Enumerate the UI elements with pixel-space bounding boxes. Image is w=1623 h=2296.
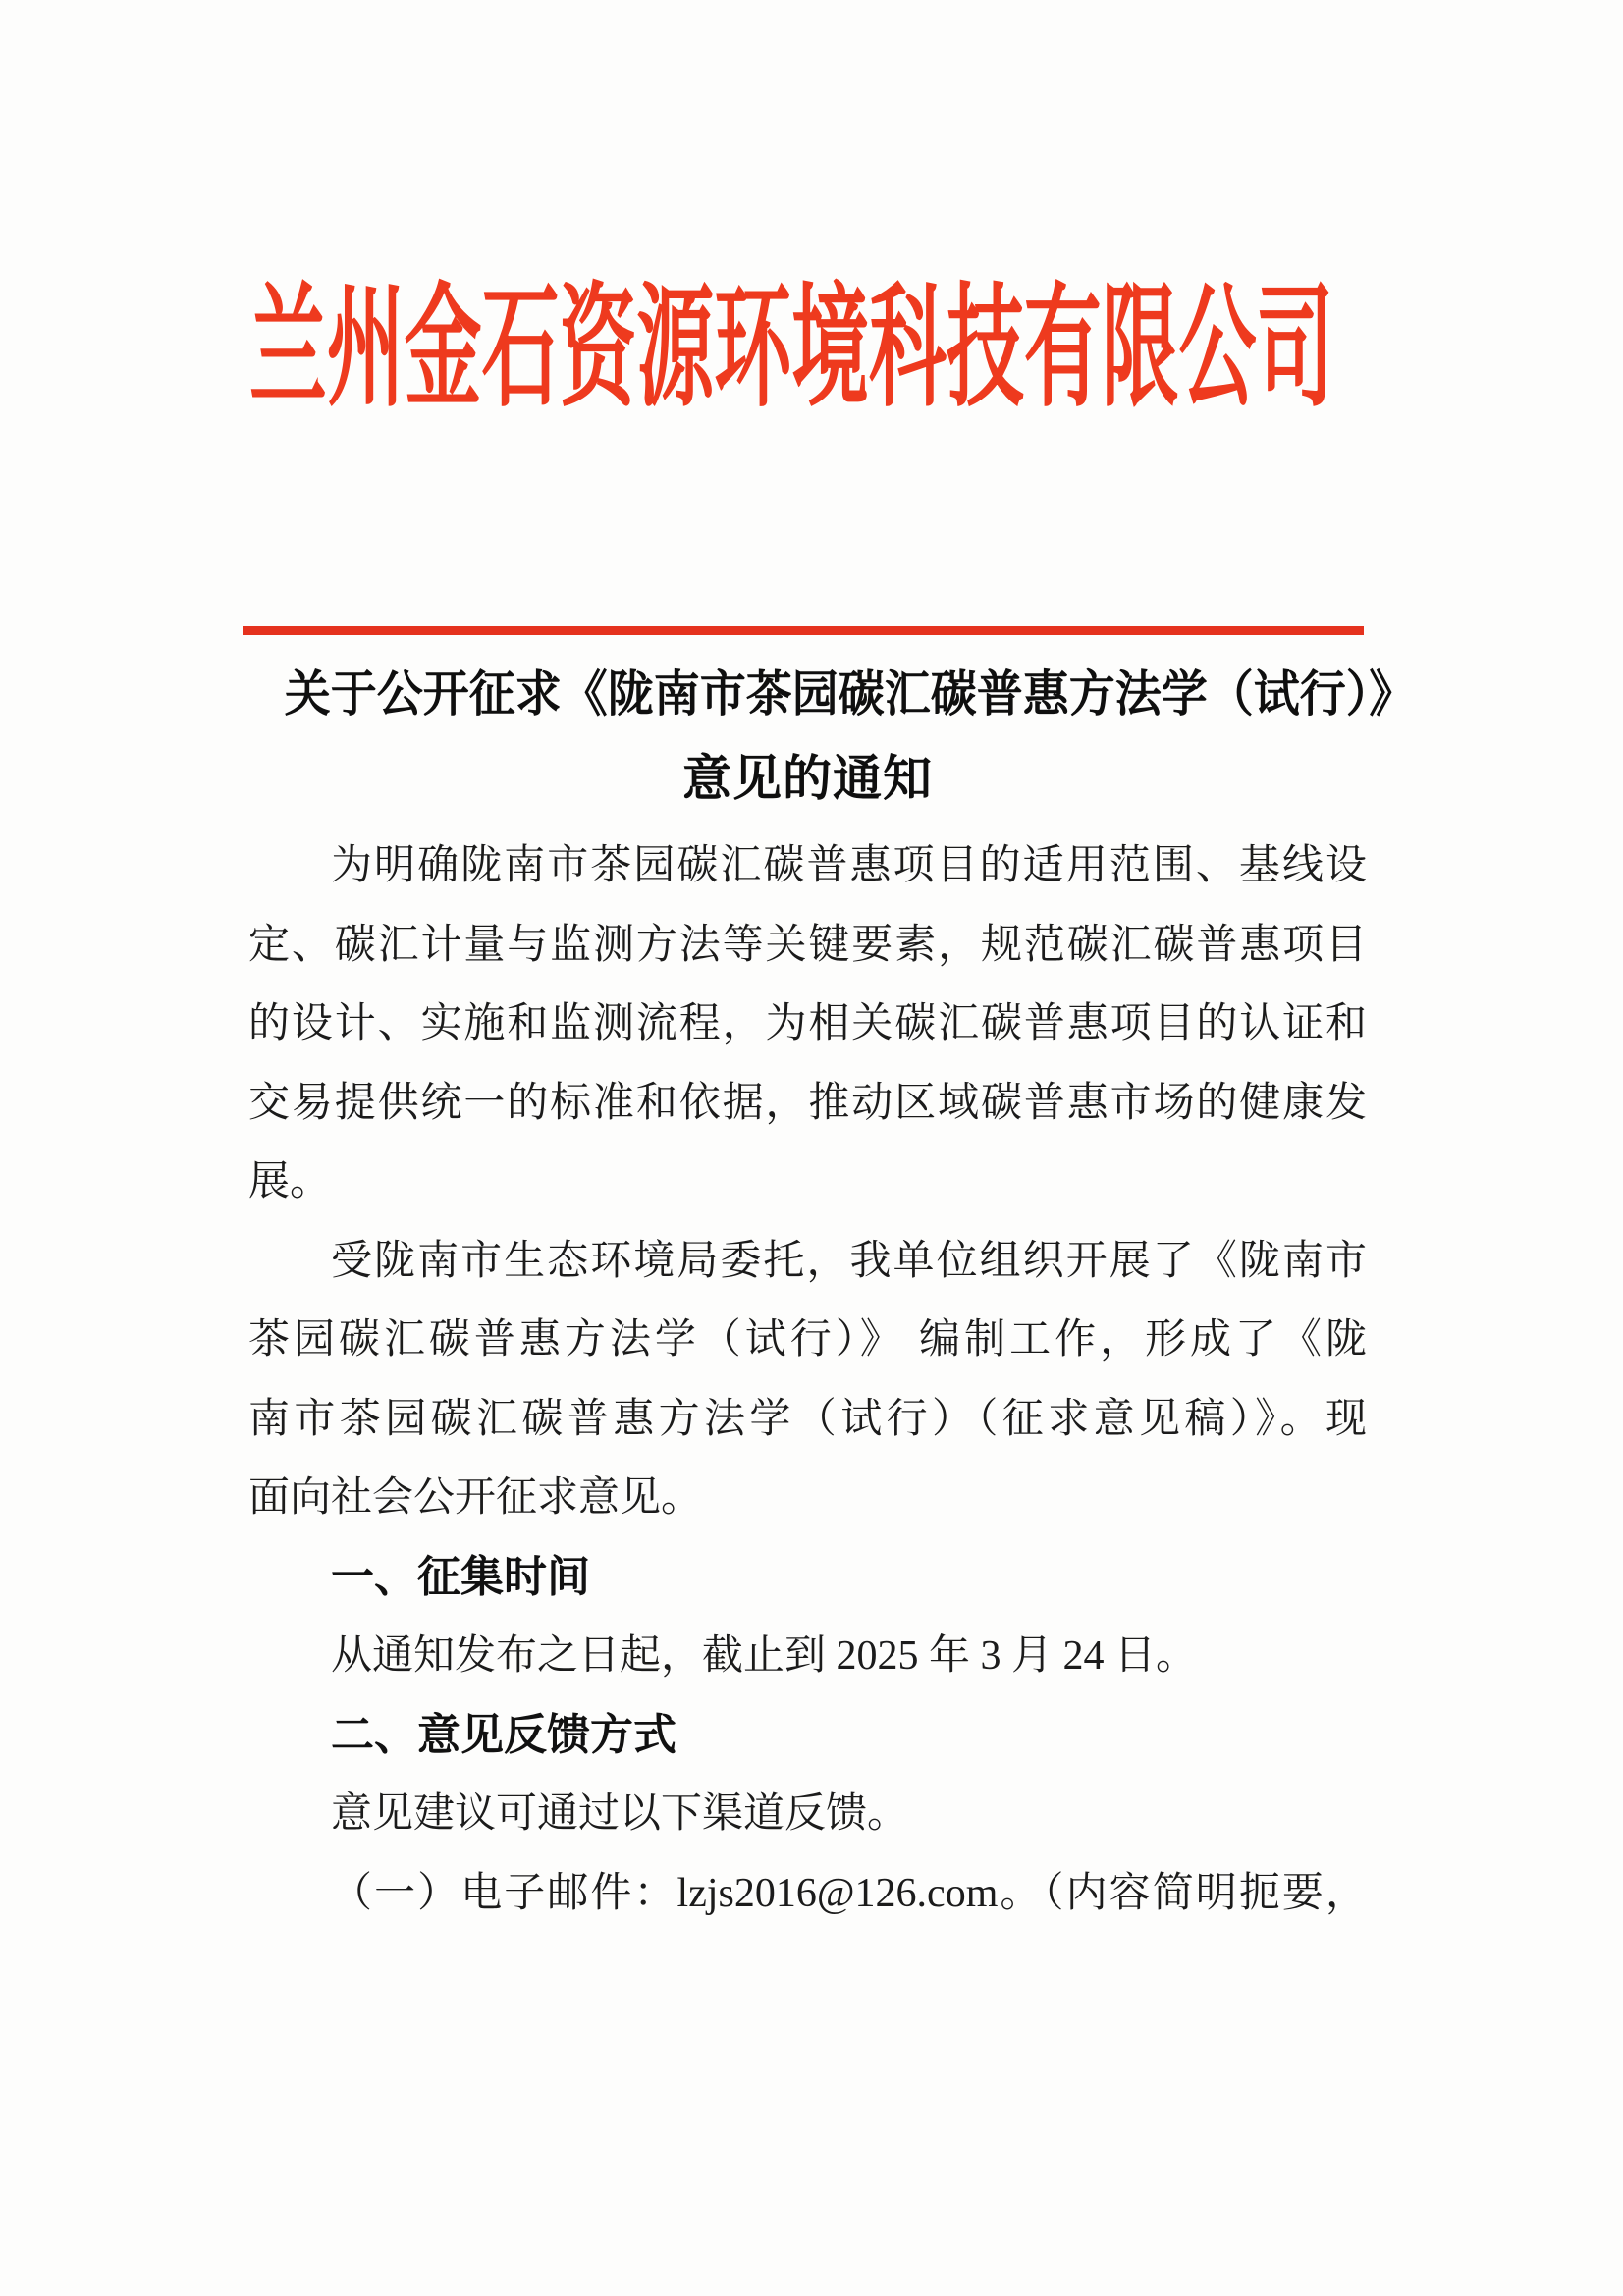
body-line: 为明确陇南市茶园碳汇碳普惠项目的适用范围、基线设: [331, 843, 1367, 888]
section-heading-feedback-method: 二、意见反馈方式: [331, 1710, 676, 1759]
body-line: 意见建议可通过以下渠道反馈。: [331, 1791, 909, 1837]
notice-title-line1: [248, 664, 1416, 724]
notice-body: [248, 827, 1367, 1933]
body-line: 南市茶园碳汇碳普惠方法学（试行）（征求意见稿）》。现: [248, 1396, 1367, 1442]
letterhead-divider-rule: [243, 626, 1364, 635]
company-letterhead: [249, 276, 1623, 423]
body-line: 的设计、实施和监测流程，为相关碳汇碳普惠项目的认证和: [248, 1001, 1367, 1046]
body-line: 面向社会公开征求意见。: [248, 1475, 703, 1521]
body-line: 交易提供统一的标准和依据，推动区域碳普惠市场的健康发: [248, 1080, 1367, 1126]
body-line: 定、碳汇计量与监测方法等关键要素，规范碳汇碳普惠项目: [248, 922, 1367, 968]
company-name-text: 兰州金石资源环境科技有限公司: [249, 276, 1334, 423]
section-heading-collection-time: 一、征集时间: [331, 1552, 590, 1601]
notice-title-line2: 意见的通知: [682, 751, 933, 806]
notice-title-line1-text: 关于公开征求《陇南市茶园碳汇碳普惠方法学（试行）》: [284, 667, 1416, 721]
body-line: 展。: [248, 1159, 332, 1204]
body-line: 茶园碳汇碳普惠方法学（试行）》 编制工作，形成了《陇: [248, 1317, 1367, 1362]
body-line-deadline: 从通知发布之日起，截止到 2025 年 3 月 24 日。: [331, 1633, 1198, 1679]
body-line: 受陇南市生态环境局委托，我单位组织开展了《陇南市: [331, 1238, 1367, 1284]
body-line-email: （一）电子邮件：lzjs2016@126.com。（内容简明扼要，: [331, 1870, 1367, 1916]
